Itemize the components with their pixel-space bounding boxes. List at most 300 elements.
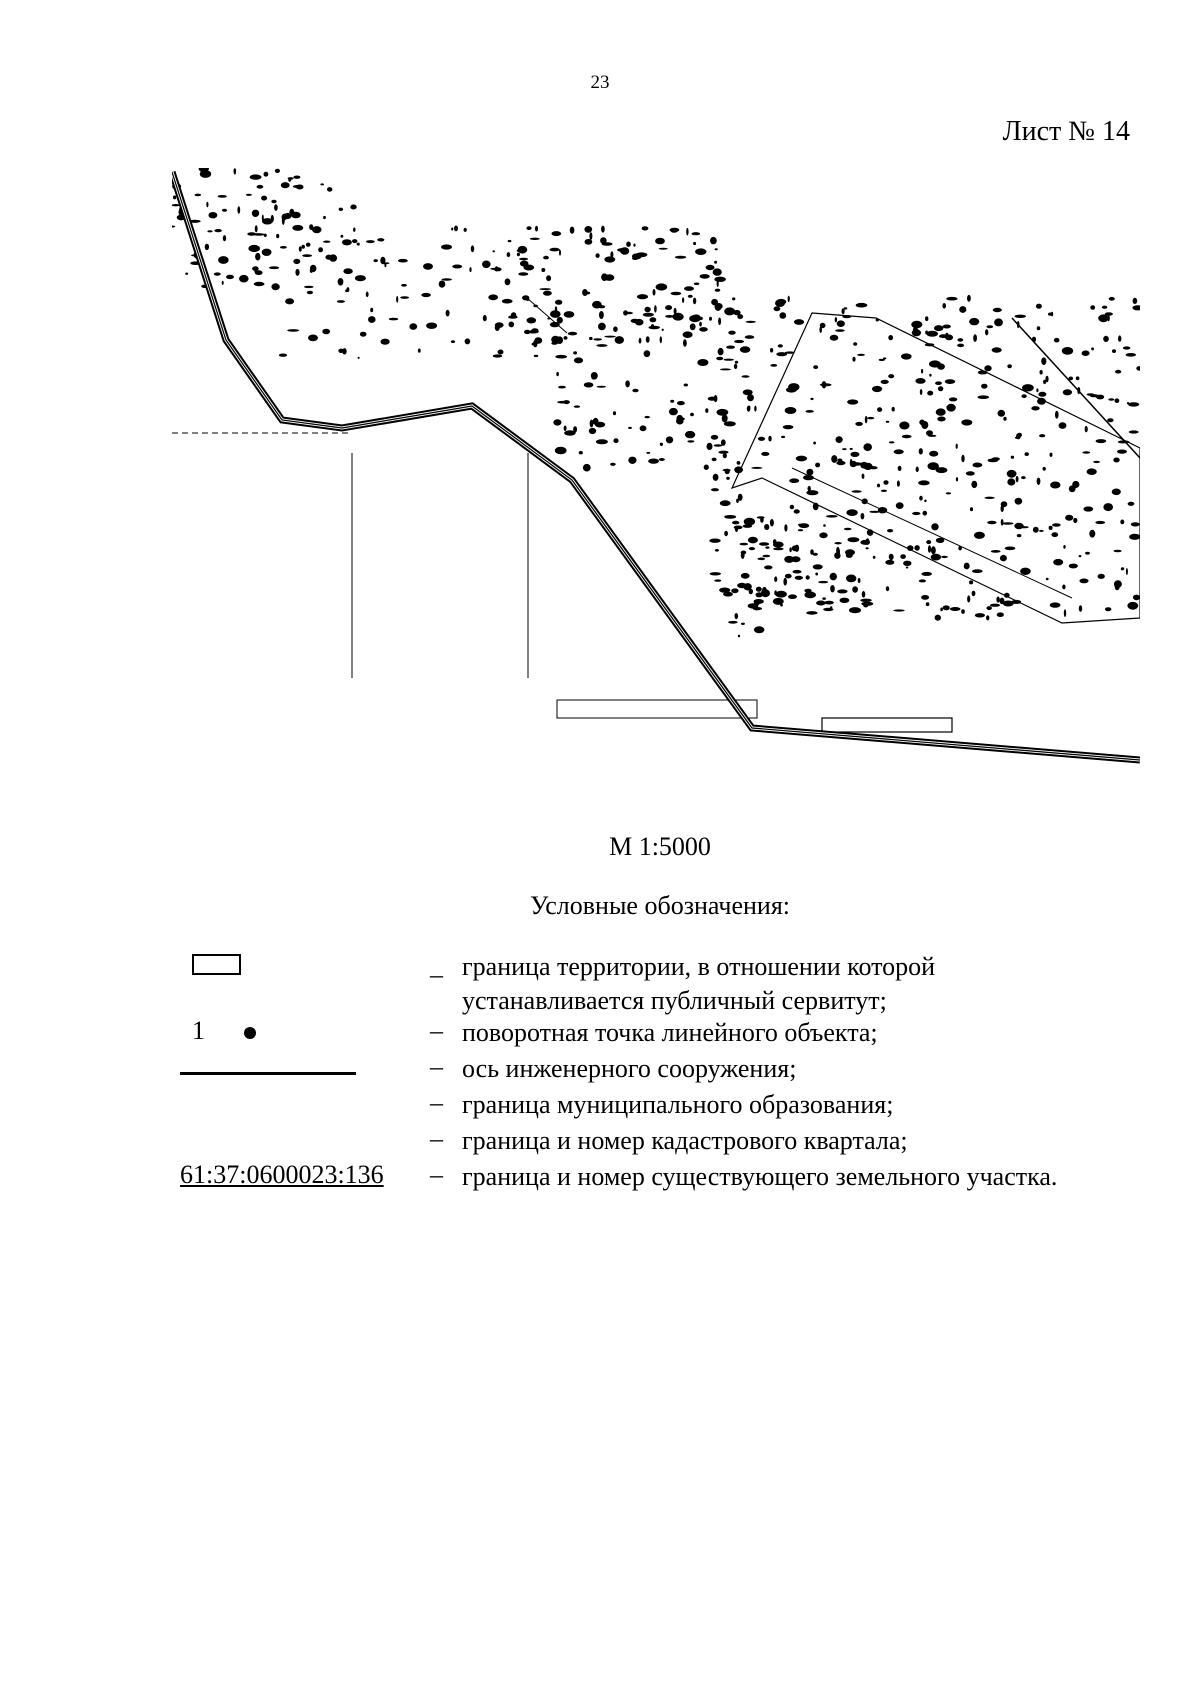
vegetation-spot: [781, 436, 785, 438]
vegetation-spot: [946, 404, 955, 412]
vegetation-spot: [921, 595, 929, 600]
vegetation-spot: [892, 407, 895, 412]
vegetation-spot: [997, 612, 1004, 617]
vegetation-spot: [337, 300, 345, 303]
legend-item-land-parcel: [0, 1160, 1200, 1196]
vegetation-spot: [628, 457, 636, 464]
vegetation-spot: [715, 248, 718, 250]
vegetation-spot: [441, 244, 452, 249]
vegetation-spot: [246, 194, 252, 196]
vegetation-spot: [992, 347, 1002, 352]
vegetation-spot: [945, 379, 955, 384]
vegetation-spot: [848, 537, 860, 542]
vegetation-spot: [520, 261, 528, 267]
vegetation-spot: [352, 239, 357, 243]
vegetation-spot: [914, 545, 919, 551]
vegetation-spot: [888, 335, 893, 340]
vegetation-spot: [921, 421, 928, 429]
vegetation-spot: [906, 567, 909, 569]
vegetation-spot: [502, 299, 513, 304]
vegetation-spot: [1129, 534, 1140, 540]
vegetation-spot: [776, 352, 787, 356]
vegetation-spot: [1017, 534, 1022, 537]
vegetation-spot: [1063, 389, 1072, 395]
vegetation-spot: [897, 480, 900, 486]
vegetation-spot: [840, 598, 850, 603]
vegetation-spot: [937, 363, 945, 369]
vegetation-spot: [550, 310, 561, 318]
vegetation-spot: [355, 275, 366, 281]
vegetation-spot: [881, 490, 887, 492]
vegetation-spot: [374, 259, 378, 262]
vegetation-spot: [1064, 609, 1066, 617]
vegetation-spot: [582, 289, 588, 296]
vegetation-spot: [518, 246, 528, 254]
vegetation-spot: [945, 333, 949, 340]
vegetation-spot: [820, 383, 832, 386]
vegetation-spot: [1036, 388, 1038, 392]
vegetation-spot: [684, 286, 694, 291]
vegetation-spot: [353, 228, 355, 232]
vegetation-spot: [1083, 506, 1093, 511]
vegetation-spot: [302, 254, 312, 257]
vegetation-spot: [669, 408, 678, 415]
vegetation-spot: [1003, 601, 1014, 607]
vegetation-spot: [929, 374, 931, 377]
vegetation-spot: [341, 235, 344, 238]
vegetation-spot: [312, 226, 321, 233]
vegetation-spot: [927, 391, 933, 396]
vegetation-spot: [863, 443, 872, 451]
vegetation-spot: [855, 422, 863, 426]
vegetation-spot: [1127, 602, 1138, 610]
vegetation-spot: [659, 458, 665, 461]
vegetation-spot: [826, 515, 838, 518]
vegetation-spot: [1128, 402, 1139, 406]
vegetation-spot: [723, 592, 733, 597]
vegetation-spot: [659, 248, 668, 250]
vegetation-spot: [946, 492, 951, 494]
vegetation-spot: [794, 319, 804, 325]
vegetation-spot: [919, 579, 926, 582]
vegetation-spot: [381, 339, 390, 345]
vegetation-spot: [255, 253, 260, 261]
legend-text: граница территории, в отношении которой: [462, 952, 936, 981]
vegetation-spot: [911, 321, 922, 329]
legend-text: ось инженерного сооружения;: [462, 1054, 797, 1083]
vegetation-spot: [214, 229, 222, 232]
vegetation-spot: [1054, 338, 1060, 343]
vegetation-spot: [320, 183, 324, 185]
vegetation-spot: [994, 318, 1003, 326]
vegetation-spot: [1095, 521, 1105, 524]
legend-dash: –: [430, 1160, 443, 1189]
vegetation-spot: [559, 250, 561, 256]
vegetation-spot: [604, 336, 616, 338]
vegetation-spot: [1049, 526, 1053, 530]
vegetation-spot: [887, 529, 893, 532]
vegetation-spot: [626, 242, 631, 247]
vegetation-spot: [813, 442, 816, 445]
vegetation-spot: [615, 336, 624, 344]
vegetation-spot: [648, 326, 660, 329]
vegetation-spot: [788, 594, 797, 599]
vegetation-spot: [483, 315, 487, 321]
vegetation-spot: [1103, 336, 1109, 342]
vegetation-spot: [589, 337, 593, 340]
vegetation-spot: [370, 308, 373, 313]
vegetation-spot: [762, 555, 770, 557]
vegetation-spot: [1096, 439, 1107, 443]
vegetation-spot: [368, 316, 376, 323]
vegetation-spot: [728, 621, 738, 624]
vegetation-spot: [534, 355, 539, 357]
vegetation-spot: [984, 365, 991, 371]
vegetation-spot: [896, 502, 904, 509]
vegetation-spot: [601, 273, 608, 281]
vegetation-spot: [1040, 370, 1043, 375]
vegetation-spot: [670, 228, 680, 232]
vegetation-spot: [271, 283, 279, 290]
vegetation-spot: [293, 259, 300, 264]
vegetation-spot: [254, 282, 265, 286]
vegetation-spot: [377, 238, 384, 241]
vegetation-spot: [1062, 585, 1065, 590]
vegetation-spot: [770, 348, 773, 353]
vegetation-spot: [778, 344, 783, 347]
vegetation-spot: [564, 311, 575, 318]
vegetation-spot: [257, 185, 264, 189]
vegetation-spot: [758, 558, 766, 561]
vegetation-spot: [592, 301, 602, 309]
vegetation-spot: [1014, 523, 1023, 529]
vegetation-spot: [788, 296, 790, 302]
vegetation-spot: [793, 570, 802, 574]
vegetation-spot: [714, 395, 718, 402]
parcel-number-label: 61:37:0600023:136: [180, 1160, 384, 1189]
vegetation-spot: [709, 317, 712, 321]
vegetation-spot: [993, 308, 1002, 312]
vegetation-spot: [613, 326, 618, 332]
vegetation-spot: [695, 248, 706, 255]
vegetation-spot: [966, 471, 975, 475]
vegetation-spot: [837, 589, 847, 593]
vegetation-spot: [1093, 461, 1100, 463]
vegetation-spot: [508, 315, 517, 318]
vegetation-spot: [398, 259, 408, 263]
axis-line-icon: [180, 1072, 356, 1075]
vegetation-spot: [172, 204, 180, 206]
vegetation-spot: [978, 395, 990, 399]
vegetation-spot: [519, 258, 528, 261]
vegetation-spot: [262, 249, 272, 256]
vegetation-spot: [1050, 453, 1053, 457]
vegetation-spot: [1072, 481, 1079, 488]
legend-item-servitude-boundary: [0, 950, 1200, 1015]
vegetation-spot: [987, 325, 994, 328]
vegetation-spot: [304, 286, 314, 288]
vegetation-spot: [736, 499, 739, 503]
vegetation-spot: [172, 226, 175, 228]
vegetation-spot: [274, 204, 278, 211]
vegetation-spot: [261, 196, 267, 201]
vegetation-spot: [1098, 574, 1105, 579]
vegetation-spot: [831, 455, 837, 463]
vegetation-spot: [790, 505, 794, 510]
vegetation-spot: [1025, 452, 1029, 456]
vegetation-spot: [1021, 476, 1026, 479]
vegetation-spot: [593, 418, 599, 425]
vegetation-spot: [1020, 568, 1031, 575]
vegetation-spot: [885, 560, 894, 565]
vegetation-spot: [568, 332, 577, 336]
vegetation-spot: [524, 330, 530, 334]
vegetation-spot: [292, 225, 303, 231]
vegetation-spot: [715, 549, 719, 552]
vegetation-spot: [863, 463, 872, 470]
vegetation-spot: [684, 384, 688, 387]
vegetation-spot: [1003, 417, 1006, 421]
vegetation-spot: [570, 227, 575, 234]
vegetation-spot: [644, 307, 650, 312]
vegetation-spot: [1051, 312, 1053, 317]
vegetation-spot: [350, 205, 356, 210]
vegetation-spot: [973, 334, 977, 342]
vegetation-spot: [1021, 394, 1026, 398]
vegetation-spot: [507, 252, 511, 257]
vegetation-spot: [1131, 522, 1140, 526]
vegetation-spot: [579, 451, 583, 454]
vegetation-spot: [723, 453, 727, 458]
vegetation-spot: [894, 449, 904, 454]
vegetation-spot: [1007, 470, 1017, 478]
vegetation-spot: [1015, 315, 1027, 318]
vegetation-spot: [1036, 304, 1042, 309]
vegetation-spot: [318, 247, 323, 252]
vegetation-spot: [583, 464, 591, 472]
vegetation-spot: [714, 579, 721, 581]
vegetation-spot: [366, 292, 369, 298]
vegetation-spot: [596, 439, 608, 444]
vegetation-spot: [660, 336, 662, 343]
vegetation-spot: [546, 275, 551, 281]
vegetation-spot: [935, 381, 942, 385]
vegetation-spot: [643, 313, 654, 317]
vegetation-spot: [593, 338, 602, 340]
vegetation-spot: [310, 265, 316, 272]
vegetation-spot: [815, 573, 818, 576]
vegetation-spot: [1016, 433, 1021, 439]
vegetation-spot: [694, 283, 700, 286]
vegetation-spot: [820, 323, 826, 328]
vegetation-spot: [682, 297, 684, 303]
vegetation-spot: [737, 461, 741, 465]
vegetation-spot: [981, 384, 987, 389]
vegetation-spot: [534, 337, 542, 344]
vegetation-spot: [935, 615, 941, 621]
vegetation-spot: [903, 561, 911, 566]
bottom-right-strip: [822, 718, 952, 732]
vegetation-spot: [345, 289, 348, 292]
vegetation-spot: [299, 246, 302, 252]
vegetation-spot: [195, 194, 202, 197]
vegetation-spot: [724, 515, 736, 519]
vegetation-spot: [262, 218, 273, 224]
servitude-boundary-inner: [172, 172, 1140, 760]
vegetation-spot: [934, 325, 943, 331]
vegetation-spot: [877, 484, 880, 488]
vegetation-spot: [613, 411, 616, 415]
vegetation-spot: [1090, 394, 1099, 397]
vegetation-spot: [1098, 314, 1109, 322]
vegetation-spot: [1001, 519, 1004, 526]
vegetation-spot: [625, 380, 630, 387]
vegetation-spot: [1123, 346, 1131, 349]
vegetation-spot: [1085, 426, 1088, 432]
vegetation-spot: [735, 361, 738, 364]
vegetation-spot: [1082, 350, 1090, 356]
vegetation-spot: [794, 509, 800, 513]
vegetation-spot: [564, 430, 576, 435]
vegetation-spot: [275, 169, 280, 173]
vegetation-spot: [1079, 605, 1082, 612]
vegetation-spot: [640, 425, 647, 431]
vegetation-spot: [639, 338, 642, 344]
vegetation-spot: [740, 346, 750, 353]
vegetation-spot: [990, 604, 1000, 607]
vegetation-spot: [813, 564, 823, 569]
vegetation-spot: [837, 320, 845, 327]
legend-dash: –: [430, 960, 443, 989]
vegetation-spot: [724, 531, 728, 536]
vegetation-spot: [806, 611, 817, 615]
vegetation-spot: [1051, 532, 1058, 537]
vegetation-spot: [799, 523, 809, 528]
vegetation-spot: [338, 278, 344, 286]
vegetation-spot: [725, 469, 730, 475]
vegetation-spot: [713, 268, 722, 275]
vegetation-spot: [556, 336, 563, 344]
vegetation-spot: [302, 245, 305, 249]
vegetation-spot: [610, 463, 616, 466]
vegetation-spot: [295, 269, 299, 276]
vegetation-spot: [633, 244, 635, 247]
vegetation-spot: [620, 247, 629, 255]
vegetation-spot: [683, 339, 687, 346]
vegetation-spot: [986, 615, 989, 620]
vegetation-spot: [693, 242, 696, 245]
vegetation-spot: [557, 447, 560, 453]
vegetation-spot: [423, 263, 433, 270]
vegetation-spot: [931, 523, 938, 530]
vegetation-spot: [308, 335, 318, 342]
vegetation-spot: [598, 323, 606, 331]
vegetation-spot: [1015, 498, 1023, 505]
vegetation-spot: [886, 421, 890, 423]
vegetation-spot: [898, 466, 902, 471]
vegetation-spot: [1089, 530, 1095, 538]
vegetation-spot: [764, 524, 769, 530]
vegetation-spot: [790, 386, 798, 391]
vegetation-spot: [206, 202, 208, 208]
vegetation-spot: [711, 488, 719, 491]
vegetation-spot: [656, 283, 668, 290]
vegetation-spot: [1016, 476, 1019, 482]
vegetation-spot: [645, 416, 650, 418]
vegetation-spot: [1079, 579, 1088, 584]
vegetation-spot: [937, 417, 945, 422]
vegetation-spot: [940, 608, 943, 612]
legend-text: поворотная точка линейного объекта;: [462, 1018, 878, 1047]
vegetation-spot: [234, 168, 237, 174]
vegetation-spot: [749, 547, 755, 550]
vegetation-spot: [818, 581, 828, 583]
vegetation-spot: [972, 591, 976, 597]
vegetation-spot: [733, 310, 740, 315]
vegetation-spot: [613, 438, 618, 443]
vegetation-spot: [819, 532, 827, 538]
servitude-rectangle-icon: [192, 954, 241, 975]
vegetation-spot: [677, 401, 685, 405]
vegetation-spot: [756, 592, 763, 597]
vegetation-spot: [654, 305, 657, 312]
vegetation-spot: [692, 232, 701, 235]
vegetation-spot: [969, 318, 979, 325]
vegetation-spot: [706, 265, 715, 270]
vegetation-spot: [862, 474, 865, 479]
vegetation-spot: [715, 289, 721, 292]
vegetation-spot: [1059, 422, 1067, 429]
vegetation-spot: [1128, 502, 1135, 506]
vegetation-spot: [919, 448, 923, 454]
vegetation-spot: [339, 208, 343, 211]
vegetation-spot: [518, 272, 528, 276]
vegetation-spot: [255, 225, 258, 232]
vegetation-spot: [271, 200, 276, 203]
vegetation-spot: [846, 575, 856, 583]
vegetation-spot: [713, 474, 719, 481]
vegetation-spot: [564, 426, 567, 432]
vegetation-spot: [396, 296, 398, 303]
vegetation-spot: [209, 212, 218, 218]
vegetation-spot: [987, 521, 996, 525]
vegetation-spot: [852, 490, 862, 492]
vegetation-spot: [762, 587, 767, 594]
vegetation-spot: [830, 606, 832, 608]
vegetation-spot: [773, 539, 777, 544]
page-number: 23: [590, 72, 610, 93]
vegetation-spot: [584, 382, 594, 387]
vegetation-spot: [264, 172, 269, 177]
vegetation-spot: [400, 296, 409, 299]
vegetation-spot: [850, 538, 853, 541]
vegetation-spot: [810, 398, 813, 400]
vegetation-spot: [1076, 376, 1080, 380]
vegetation-spot: [1055, 411, 1059, 419]
vegetation-spot: [401, 284, 407, 287]
vegetation-spot: [1127, 402, 1129, 404]
vegetation-spot: [759, 542, 769, 546]
vegetation-spot: [505, 278, 511, 285]
vegetation-spot: [323, 216, 326, 219]
vegetation-spot: [635, 319, 644, 326]
engineering-axis: [172, 172, 1140, 760]
vegetation-spot: [847, 399, 858, 404]
vegetation-spot: [784, 524, 787, 531]
vegetation-spot: [185, 273, 188, 275]
vegetation-spot: [389, 318, 399, 321]
vegetation-spot: [754, 626, 765, 633]
